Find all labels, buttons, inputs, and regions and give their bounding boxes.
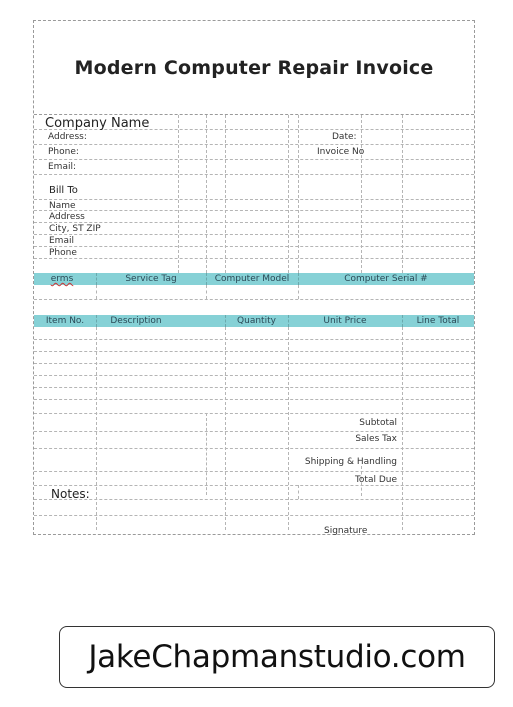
item-no-header: Item No.: [45, 316, 85, 326]
grid-line: [34, 499, 474, 500]
grid-line: [34, 351, 474, 352]
invoice-title: Modern Computer Repair Invoice: [74, 56, 434, 79]
grid-line: [34, 144, 474, 145]
grid-line: [34, 222, 474, 223]
terms-header: erms: [50, 274, 74, 284]
grid-line: [34, 159, 474, 160]
email-label: Email:: [48, 162, 77, 172]
sales-tax-label: Sales Tax: [355, 434, 397, 444]
grid-line: [298, 485, 299, 499]
grid-line: [34, 485, 474, 486]
subtotal-label: Subtotal: [359, 418, 397, 428]
grid-line: [298, 285, 299, 299]
grid-line: [34, 375, 474, 376]
company-name: Company Name: [45, 116, 150, 131]
title-box: [34, 21, 474, 115]
watermark-text: JakeChapmanstudio.com: [88, 639, 466, 675]
shipping-label: Shipping & Handling: [304, 457, 397, 467]
grid-line: [34, 471, 474, 472]
unit-price-header: Unit Price: [323, 316, 367, 326]
bill-to-city: City, ST ZIP: [49, 224, 101, 234]
grid-line: [34, 258, 474, 259]
terms-header-band: [34, 273, 474, 285]
computer-model-header: Computer Model: [214, 274, 290, 284]
signature-label: Signature: [324, 526, 368, 536]
grid-line: [206, 413, 207, 495]
bill-to-name: Name: [49, 201, 76, 211]
bill-to-address: Address: [49, 212, 85, 222]
quantity-header: Quantity: [237, 316, 276, 326]
watermark-box: [59, 626, 495, 688]
grid-line: [34, 387, 474, 388]
grid-line: [34, 363, 474, 364]
grid-line: [34, 299, 474, 300]
grid-line: [96, 285, 97, 299]
computer-serial-header: Computer Serial #: [344, 274, 428, 284]
bill-to-email: Email: [49, 236, 74, 246]
description-header: Description: [110, 316, 162, 326]
phone-label: Phone:: [48, 147, 79, 157]
notes-label: Notes:: [51, 487, 90, 501]
invoice-no-label: Invoice No: [317, 147, 365, 157]
grid-line: [34, 210, 474, 211]
grid-line: [34, 339, 474, 340]
grid-line: [34, 399, 474, 400]
grid-line: [34, 174, 474, 175]
line-total-header: Line Total: [416, 316, 460, 326]
invoice-sheet: [33, 20, 475, 535]
bill-to-phone: Phone: [49, 248, 77, 258]
grid-line: [206, 285, 207, 299]
total-due-label: Total Due: [354, 475, 397, 485]
grid-line: [34, 413, 474, 414]
grid-line: [34, 199, 474, 200]
grid-line: [34, 448, 474, 449]
date-label: Date:: [332, 132, 357, 142]
service-tag-header: Service Tag: [125, 274, 177, 284]
grid-line: [34, 246, 474, 247]
grid-line: [34, 515, 474, 516]
items-header-band: [34, 315, 474, 327]
bill-to-heading: Bill To: [49, 185, 78, 196]
address-label: Address:: [48, 132, 87, 142]
grid-line: [34, 431, 474, 432]
